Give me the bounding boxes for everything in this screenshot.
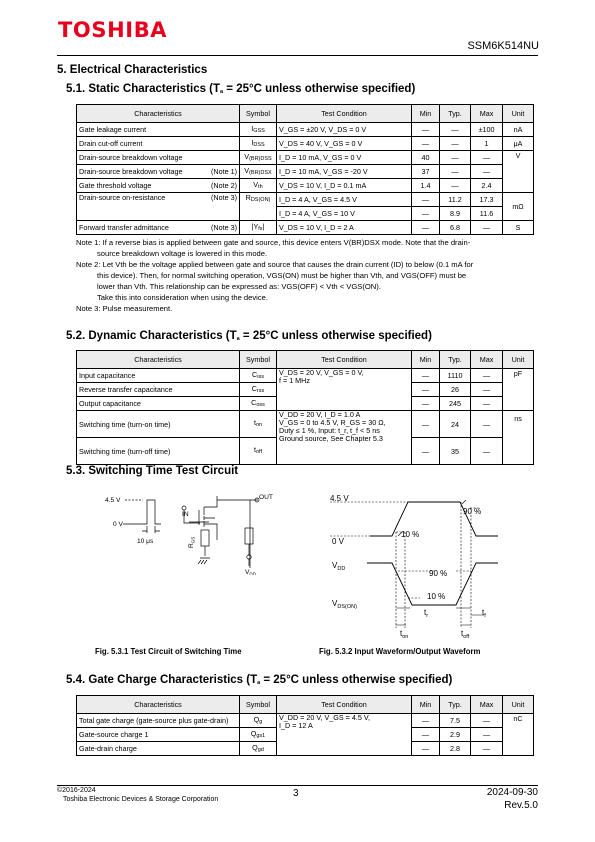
wave-vlow-label: 0 V bbox=[332, 537, 345, 546]
table-row: (Note 1) Drain-source breakdown voltage $V_{(BR)DSX}$ I_D = 10 mA, V_GS = -20 V 37 — — bbox=[77, 165, 534, 179]
column-header: Characteristics bbox=[77, 351, 240, 369]
table-row: Drain-source breakdown voltage $V_{(BR)DSS}$ I_D = 10 mA, V_GS = 0 V 40 — — V bbox=[77, 151, 534, 165]
circuit-out-label: OUT bbox=[259, 494, 273, 501]
circuit-pulse-width: 10 μs bbox=[137, 538, 154, 545]
dynamic-table bbox=[76, 350, 534, 465]
table-row: Gate-source charge 1 $Q_{gs1}$ — 2.9 — bbox=[77, 728, 534, 742]
gate-charge-title: 5.4. Gate Charge Characteristics ($T_a = 25^\circ C$ unless otherwise specified) bbox=[66, 674, 453, 686]
footer-rev: Rev.5.0 bbox=[504, 800, 538, 811]
table-row: (Note 3) Forward transfer admittance $|Y_{fs}|$ V_DS = 10 V, I_D = 2 A — 6.8 — S bbox=[77, 221, 534, 235]
table-row: Switching time (turn-on time) $t_{on}$ V_DD = 20 V, I_D = 1.0 A V_GS = 0 to 4.5 V, R_GS = 30 Ω, Duty ≤ 1 %, Input: t_r, t_f < 5 ns Ground source, See Chapter 5.3 — 24 — ns bbox=[77, 411, 534, 438]
column-header: Typ. bbox=[440, 351, 471, 369]
column-header: Typ. bbox=[440, 696, 471, 714]
column-header: Max bbox=[471, 105, 503, 123]
circuit-vlow-label: 0 V bbox=[113, 521, 123, 528]
column-header: Max bbox=[471, 351, 503, 369]
column-header: Unit bbox=[503, 696, 534, 714]
page-number: 3 bbox=[293, 788, 299, 799]
switching-title: 5.3. Switching Time Test Circuit bbox=[66, 465, 239, 477]
fig-5-3-1-caption: Fig. 5.3.1 Test Circuit of Switching Time bbox=[95, 647, 242, 656]
column-header: Max bbox=[471, 696, 503, 714]
wave-tf-label: $t_f$ bbox=[482, 608, 486, 619]
column-header: Min bbox=[412, 696, 440, 714]
footer-copyright: ©2016-2024 bbox=[57, 787, 96, 794]
wave-10-bottom: 10 % bbox=[427, 592, 446, 601]
circuit-in-label: IN bbox=[182, 511, 189, 518]
header-rule bbox=[57, 55, 538, 56]
table-row: I_D = 4 A, V_GS = 10 V — 8.9 11.6 bbox=[77, 207, 534, 221]
circuit-vdd-label: $V_{DD}$ bbox=[245, 569, 256, 575]
table-header-row bbox=[77, 105, 534, 123]
table-row: Drain cut-off current $I_{DSS}$ V_DS = 40 V, V_GS = 0 V — — 1 μA bbox=[77, 137, 534, 151]
table-row: (Note 3) Drain-source on-resistance $R_{DS(ON)}$ I_D = 4 A, V_GS = 4.5 V — 11.2 17.3 mΩ bbox=[77, 193, 534, 207]
column-header: Characteristics bbox=[77, 696, 240, 714]
dynamic-title: 5.2. Dynamic Characteristics ($T_a = 25^\circ C$ unless otherwise specified) bbox=[66, 330, 432, 342]
table-header-row bbox=[77, 351, 534, 369]
column-header: Symbol bbox=[240, 105, 277, 123]
column-header: Unit bbox=[503, 105, 534, 123]
table-row: Input capacitance $C_{iss}$ V_DS = 20 V, V_GS = 0 V, f = 1 MHz — 1110 — pF bbox=[77, 369, 534, 383]
table-header-row bbox=[77, 696, 534, 714]
column-header: Min bbox=[412, 105, 440, 123]
column-header: Typ. bbox=[440, 105, 471, 123]
wave-ton-label: $t_{on}$ bbox=[400, 629, 409, 640]
wave-90-top: 90 % bbox=[463, 507, 482, 516]
table-row: Output capacitance $C_{oss}$ — 245 — bbox=[77, 397, 534, 411]
switching-waveform bbox=[330, 490, 530, 640]
column-header: Test Condition bbox=[277, 105, 412, 123]
circuit-vhigh-label: 4.5 V bbox=[105, 497, 121, 504]
table-row: Gate leakage current $I_{GSS}$ V_GS = ±20 V, V_DS = 0 V — — ±100 nA bbox=[77, 123, 534, 137]
table-row: Reverse transfer capacitance $C_{rss}$ — 26 — bbox=[77, 383, 534, 397]
footer-rule bbox=[57, 785, 538, 786]
wave-90-bottom: 90 % bbox=[429, 569, 448, 578]
column-header: Test Condition bbox=[277, 351, 412, 369]
column-header: Test Condition bbox=[277, 696, 412, 714]
section-5-title: 5. Electrical Characteristics bbox=[57, 64, 208, 76]
fig-5-3-2-caption: Fig. 5.3.2 Input Waveform/Output Waveform bbox=[319, 647, 481, 656]
column-header: Symbol bbox=[240, 351, 277, 369]
wave-10-top: 10 % bbox=[401, 530, 420, 539]
table-row: Gate-drain charge $Q_{gd}$ — 2.8 — bbox=[77, 742, 534, 756]
static-notes: Note 1: If a reverse bias is applied between gate and source, this device enters V(BR)DSX mode. Note that the drain- source breakdown voltage is lowered in this mode. Note 2: Let Vth be the voltage applied between gate and source that causes the drain current (ID) to below (0.1 mA for this device). Then, for normal switching operation, VGS(ON) must be higher than Vth, and VGS(OFF) must be lower than Vth. This relationship can be expressed as: VGS(OFF) < Vth < VGS(ON). Take this into consideration when using the device. Note 3: Pulse measurement. bbox=[76, 238, 474, 313]
static-table bbox=[76, 104, 534, 235]
wave-vdd-label: $V_{DD}$ bbox=[332, 561, 346, 572]
switching-test-circuit bbox=[95, 490, 275, 575]
wave-toff-label: $t_{off}$ bbox=[461, 629, 470, 640]
circuit-rgs-label: $R_{GS}$ bbox=[188, 536, 196, 548]
table-row: Total gate charge (gate-source plus gate-drain) $Q_g$ V_DD = 20 V, V_GS = 4.5 V, I_D = 12 A — 7.5 — nC bbox=[77, 714, 534, 728]
toshiba-logo: TOSHIBA bbox=[58, 18, 168, 42]
static-title: 5.1. Static Characteristics ($T_a = 25^\circ C$ unless otherwise specified) bbox=[66, 83, 416, 95]
part-number: SSM6K514NU bbox=[467, 40, 539, 52]
wave-tr-label: $t_r$ bbox=[424, 608, 429, 619]
wave-vds-label: $V_{DS(ON)}$ bbox=[332, 599, 357, 610]
column-header: Characteristics bbox=[77, 105, 240, 123]
column-header: Min bbox=[412, 351, 440, 369]
table-row: Switching time (turn-off time) $t_{off}$ — 35 — bbox=[77, 438, 534, 465]
gate-charge-table bbox=[76, 695, 534, 756]
footer-date: 2024-09-30 bbox=[486, 787, 538, 798]
table-row: (Note 2) Gate threshold voltage $V_{th}$ V_DS = 10 V, I_D = 0.1 mA 1.4 — 2.4 bbox=[77, 179, 534, 193]
footer-company: Toshiba Electronic Devices & Storage Corporation bbox=[63, 796, 219, 803]
column-header: Symbol bbox=[240, 696, 277, 714]
wave-vhigh-label: 4.5 V bbox=[330, 494, 349, 503]
column-header: Unit bbox=[503, 351, 534, 369]
